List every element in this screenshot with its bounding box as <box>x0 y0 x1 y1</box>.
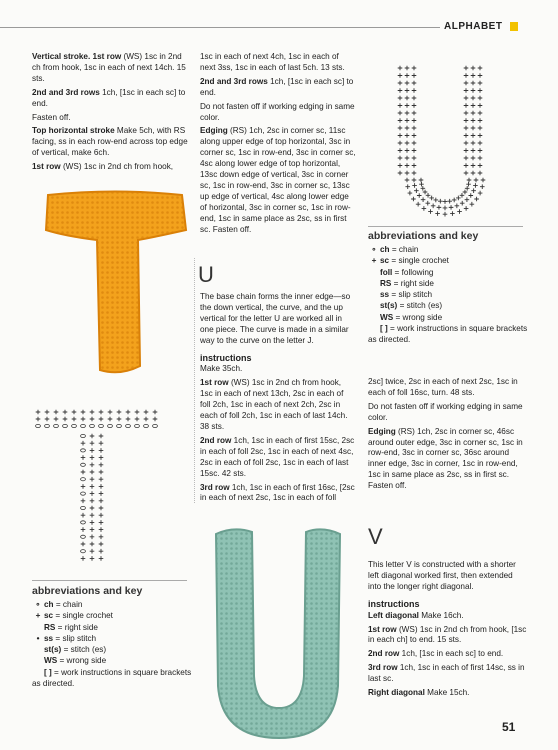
sc-symbol <box>81 470 86 475</box>
abbr-item: st(s) = stitch (es) <box>380 301 443 311</box>
sc-symbol <box>99 506 104 511</box>
sc-symbol <box>405 96 410 101</box>
sc-symbol <box>465 197 470 202</box>
sc-symbol <box>81 499 86 504</box>
letter-v-heading: V <box>368 524 383 549</box>
sc-symbol <box>465 186 470 191</box>
sc-symbol <box>99 463 104 468</box>
sc-symbol <box>464 163 469 168</box>
sc-symbol <box>90 535 95 540</box>
sc-symbol <box>117 410 122 415</box>
sc-symbol <box>412 81 417 86</box>
sc-symbol <box>99 491 104 496</box>
sc-symbol <box>90 448 95 453</box>
sc-symbol <box>412 96 417 101</box>
sc-symbol <box>464 148 469 153</box>
crocheted-letter-u-photo <box>214 526 344 741</box>
sc-symbol <box>463 190 468 195</box>
sc-symbol <box>464 96 469 101</box>
sc-symbol <box>72 417 77 422</box>
header-rule <box>0 27 440 28</box>
sc-symbol <box>99 470 104 475</box>
v-instructions: This letter V is constructed with a shorter left diagonal worked first, then extended into the longer right diagonal. instructions Left diagonal Make 16ch. 1st row (WS) 1sc in 2nd ch from hook, [1sc in each ch] to end. 15 sts. 2nd row 1ch, [1sc in each sc] to end. 3rd row 1ch, 1sc in each of first 14sc, ss in last sc. Right diagonal Make 15ch. <box>368 560 527 698</box>
sc-symbol <box>464 118 469 123</box>
sc-symbol <box>405 73 410 78</box>
sc-symbol <box>460 193 465 198</box>
sc-symbol <box>437 205 442 210</box>
sc-symbol <box>108 417 113 422</box>
sc-symbol <box>99 549 104 554</box>
sc-symbol <box>81 542 86 547</box>
chain-symbol <box>81 550 86 553</box>
sc-symbol <box>478 163 483 168</box>
t-abbr-rule <box>32 580 187 581</box>
sc-symbol <box>405 66 410 71</box>
sc-symbol <box>471 171 476 176</box>
sc-symbol <box>99 499 104 504</box>
sc-symbol <box>478 141 483 146</box>
sc-symbol <box>412 148 417 153</box>
sc-symbol <box>398 73 403 78</box>
sc-symbol <box>81 484 86 489</box>
chain-symbol <box>81 424 86 427</box>
sc-symbol <box>99 556 104 561</box>
sc-symbol <box>471 133 476 138</box>
sc-symbol <box>99 417 104 422</box>
sc-symbol <box>408 191 413 196</box>
sc-symbol <box>144 410 149 415</box>
sc-symbol <box>412 126 417 131</box>
sc-symbol <box>464 206 469 211</box>
sc-symbol <box>456 196 461 201</box>
sc-symbol <box>126 410 131 415</box>
sc-symbol <box>423 190 428 195</box>
sc-symbol <box>429 196 434 201</box>
sc-symbol <box>81 455 86 460</box>
section-header: ALPHABET <box>444 21 503 32</box>
sc-symbol <box>447 199 452 204</box>
sc-symbol <box>478 81 483 86</box>
sc-symbol <box>99 448 104 453</box>
stitch-symbol-icon: • <box>36 633 40 643</box>
chain-symbol <box>63 424 68 427</box>
sc-symbol <box>54 417 59 422</box>
chain-symbol <box>90 424 95 427</box>
sc-symbol <box>90 506 95 511</box>
abbr-item: + sc = single crochet <box>368 255 528 266</box>
chain-symbol <box>81 449 86 452</box>
chain-symbol <box>81 535 86 538</box>
sc-symbol <box>412 178 417 183</box>
sc-symbol <box>405 148 410 153</box>
sc-symbol <box>457 209 462 214</box>
sc-symbol <box>464 156 469 161</box>
sc-symbol <box>471 88 476 93</box>
sc-symbol <box>81 527 86 532</box>
sc-symbol <box>478 66 483 71</box>
sc-symbol <box>464 133 469 138</box>
t-abbr-title: abbreviations and key <box>32 585 143 597</box>
sc-symbol <box>471 156 476 161</box>
sc-symbol <box>426 193 431 198</box>
sc-symbol <box>471 118 476 123</box>
stitch-symbol-icon: ∘ <box>35 600 41 609</box>
sc-symbol <box>464 103 469 108</box>
u-abbreviations-key <box>368 230 528 346</box>
sc-symbol <box>412 111 417 116</box>
sc-symbol <box>478 171 483 176</box>
sc-symbol <box>108 410 113 415</box>
sc-symbol <box>99 455 104 460</box>
sc-symbol <box>422 206 427 211</box>
sc-symbol <box>412 66 417 71</box>
abbr-item: [ ] = work instructions in square brackets as directed. <box>368 324 528 345</box>
sc-symbol <box>411 197 416 202</box>
sc-symbol <box>417 193 422 198</box>
sc-symbol <box>471 148 476 153</box>
sc-symbol <box>90 499 95 504</box>
sc-symbol <box>398 96 403 101</box>
sc-symbol <box>416 202 421 207</box>
sc-symbol <box>54 410 59 415</box>
sc-symbol <box>471 126 476 131</box>
sc-symbol <box>90 542 95 547</box>
sc-symbol <box>464 111 469 116</box>
sc-symbol <box>135 410 140 415</box>
sc-symbol <box>144 417 149 422</box>
sc-symbol <box>99 527 104 532</box>
u-divider <box>194 258 195 503</box>
sc-symbol <box>478 118 483 123</box>
sc-symbol <box>405 141 410 146</box>
abbr-item: + sc = single crochet <box>32 610 192 621</box>
sc-symbol <box>398 133 403 138</box>
sc-symbol <box>90 549 95 554</box>
letter-u-heading: U <box>198 262 214 287</box>
sc-symbol <box>405 126 410 131</box>
sc-symbol <box>153 410 158 415</box>
sc-symbol <box>478 148 483 153</box>
sc-symbol <box>414 188 419 193</box>
sc-symbol <box>431 203 436 208</box>
abbr-item: • ss = slip stitch <box>32 633 192 644</box>
sc-symbol <box>464 126 469 131</box>
sc-symbol <box>90 527 95 532</box>
sc-symbol <box>449 205 454 210</box>
sc-symbol <box>412 156 417 161</box>
sc-symbol <box>90 441 95 446</box>
sc-symbol <box>99 484 104 489</box>
stitch-symbol-icon: + <box>35 611 41 621</box>
sc-symbol <box>398 81 403 86</box>
sc-symbol <box>421 197 426 202</box>
u-instructions-continued: 2sc] twice, 2sc in each of next 2sc, 1sc in each of foll 16sc, turn. 48 sts. Do not fasten off if working edging in same color. Edging (RS) 1ch, 2sc in corner sc, 46sc around outer edge, 3sc in corner sc, 1sc in row-end, 3sc in corner sc, 36sc around inner edge, 3sc in corner, 1sc in row-end, 1sc in same place as 2sc, ss in first sc. Fasten off. <box>368 377 523 491</box>
sc-symbol <box>412 141 417 146</box>
chain-symbol <box>81 478 86 481</box>
header-accent-block <box>510 22 518 31</box>
sc-symbol <box>421 186 426 191</box>
sc-symbol <box>478 103 483 108</box>
sc-symbol <box>90 463 95 468</box>
sc-symbol <box>478 191 483 196</box>
sc-symbol <box>425 201 430 206</box>
sc-symbol <box>405 81 410 86</box>
chain-symbol <box>36 424 41 427</box>
sc-symbol <box>36 417 41 422</box>
sc-symbol <box>464 88 469 93</box>
sc-symbol <box>474 197 479 202</box>
sc-symbol <box>90 410 95 415</box>
sc-symbol <box>478 88 483 93</box>
sc-symbol <box>412 103 417 108</box>
sc-symbol <box>36 410 41 415</box>
sc-symbol <box>405 88 410 93</box>
sc-symbol <box>405 111 410 116</box>
sc-symbol <box>478 133 483 138</box>
sc-symbol <box>405 184 410 189</box>
sc-symbol <box>99 410 104 415</box>
sc-symbol <box>90 556 95 561</box>
chain-symbol <box>81 506 86 509</box>
sc-symbol <box>412 183 417 188</box>
sc-symbol <box>81 441 86 446</box>
sc-symbol <box>99 520 104 525</box>
sc-symbol <box>478 111 483 116</box>
sc-symbol <box>398 148 403 153</box>
sc-symbol <box>480 184 485 189</box>
sc-symbol <box>450 211 455 216</box>
chain-symbol <box>45 424 50 427</box>
sc-symbol <box>466 182 471 187</box>
sc-symbol <box>478 156 483 161</box>
sc-symbol <box>398 141 403 146</box>
sc-symbol <box>464 171 469 176</box>
abbr-item: WS = wrong side <box>380 312 443 322</box>
chain-symbol <box>81 521 86 524</box>
sc-symbol <box>405 118 410 123</box>
sc-symbol <box>471 188 476 193</box>
sc-symbol <box>464 141 469 146</box>
abbr-item: foll = following <box>380 267 434 277</box>
chain-symbol <box>135 424 140 427</box>
sc-symbol <box>438 199 443 204</box>
sc-symbol <box>81 417 86 422</box>
sc-symbol <box>45 410 50 415</box>
sc-symbol <box>471 103 476 108</box>
sc-symbol <box>398 126 403 131</box>
chain-symbol <box>99 424 104 427</box>
sc-symbol <box>468 193 473 198</box>
sc-symbol <box>419 178 424 183</box>
t-instructions-col2: 1sc in each of next 4ch, 1sc in each of next 3ss, 1sc in each of last 5ch. 13 sts. 2nd and 3rd rows 1ch, [1sc in each sc] to end. Do not fasten off if working edging in same color. Edging (RS) 1ch, 2sc in corner sc, 11sc along upper edge of top horizontal, 3sc in corner sc, 1sc in row-end, 3sc in corner sc, 4sc along lower edge of top horizontal, 13sc down edge of vertical, 3sc in corner sc, 1sc in row-end, 3sc in corner sc, 13sc up edge of vertical, 4sc along lower edge of horizontal, 3sc in corner sc, 1sc in row-end, 1sc in same place as 2sc, ss in first sc. Fasten off. <box>200 52 356 234</box>
sc-symbol <box>398 118 403 123</box>
t-abbreviations-key <box>32 585 192 689</box>
sc-symbol <box>398 163 403 168</box>
sc-symbol <box>478 96 483 101</box>
abbr-item: WS = wrong side <box>44 656 107 666</box>
chain-symbol <box>153 424 158 427</box>
abbr-item: RS = right side <box>380 278 434 288</box>
chain-symbol <box>126 424 131 427</box>
sc-symbol <box>435 211 440 216</box>
stitch-symbol-icon: ∘ <box>371 245 377 254</box>
abbr-item: RS = right side <box>44 622 98 632</box>
sc-symbol <box>72 410 77 415</box>
sc-symbol <box>405 156 410 161</box>
abbr-item: [ ] = work instructions in square brackets as directed. <box>32 667 192 689</box>
sc-symbol <box>419 182 424 187</box>
abbr-item: ∘ ch = chain <box>32 599 192 610</box>
sc-symbol <box>90 470 95 475</box>
chain-symbol <box>144 424 149 427</box>
sc-symbol <box>81 513 86 518</box>
u-stitch-chart <box>388 56 508 226</box>
sc-symbol <box>99 542 104 547</box>
chain-symbol <box>81 434 86 437</box>
sc-symbol <box>405 103 410 108</box>
t-instructions-col1: Vertical stroke. 1st row (WS) 1sc in 2nd ch from hook, 1sc in each of next 14ch. 15 sts. 2nd and 3rd rows 1ch, [1sc in each sc] to end. Fasten off. Top horizontal stroke Make 5ch, with RS facing, ss in each row-end across top edge of vertical, make 6ch. 1st row (WS) 1sc in 2nd ch from hook, <box>32 52 188 172</box>
sc-symbol <box>99 513 104 518</box>
sc-symbol <box>99 477 104 482</box>
sc-symbol <box>464 73 469 78</box>
sc-symbol <box>45 417 50 422</box>
sc-symbol <box>471 73 476 78</box>
sc-symbol <box>471 96 476 101</box>
sc-symbol <box>412 133 417 138</box>
sc-symbol <box>464 81 469 86</box>
sc-symbol <box>405 178 410 183</box>
sc-symbol <box>473 183 478 188</box>
sc-symbol <box>81 410 86 415</box>
sc-symbol <box>63 410 68 415</box>
abbr-item: ss = slip stitch <box>380 290 433 300</box>
u-instructions: The base chain forms the inner edge—so the down vertical, the curve, and the up vertical for the letter U are worked all in one piece. The curve is made in a similar way to the curve on the letter J. instructions Make 35ch. 1st row (WS) 1sc in 2nd ch from hook, 1sc in each of next 13ch, 2sc in each of foll 2ch, 1sc in each of next 2ch, 2sc in each of foll 2ch, 1sc in each of last 14ch. 38 sts. 2nd row 1ch, 1sc in each of first 15sc, 2sc in each of foll 2sc, 1sc in each of next 4sc, 2sc in each of foll 2sc, 1sc in each of last 15sc. 42 sts. 3rd row 1ch, 1sc in each of first 16sc, [2sc in each of next 2sc, 1sc in each of foll <box>200 292 355 503</box>
sc-symbol <box>471 163 476 168</box>
sc-symbol <box>405 133 410 138</box>
sc-symbol <box>471 81 476 86</box>
sc-symbol <box>398 66 403 71</box>
sc-symbol <box>90 520 95 525</box>
sc-symbol <box>117 417 122 422</box>
sc-symbol <box>126 417 131 422</box>
sc-symbol <box>81 556 86 561</box>
sc-symbol <box>398 88 403 93</box>
sc-symbol <box>412 171 417 176</box>
sc-symbol <box>443 199 448 204</box>
sc-symbol <box>398 111 403 116</box>
sc-symbol <box>405 163 410 168</box>
sc-symbol <box>99 441 104 446</box>
u-abbr-rule <box>368 226 523 227</box>
chain-symbol <box>81 463 86 466</box>
sc-symbol <box>478 126 483 131</box>
sc-symbol <box>412 118 417 123</box>
sc-symbol <box>90 513 95 518</box>
t-stitch-chart <box>28 396 178 576</box>
sc-symbol <box>428 209 433 214</box>
sc-symbol <box>63 417 68 422</box>
sc-symbol <box>412 163 417 168</box>
sc-symbol <box>471 111 476 116</box>
chain-symbol <box>72 424 77 427</box>
stitch-symbol-icon: + <box>371 256 377 266</box>
sc-symbol <box>398 156 403 161</box>
sc-symbol <box>412 73 417 78</box>
sc-symbol <box>443 206 448 211</box>
sc-symbol <box>99 535 104 540</box>
page-number: 51 <box>502 720 516 734</box>
sc-symbol <box>398 171 403 176</box>
sc-symbol <box>478 73 483 78</box>
sc-symbol <box>481 178 486 183</box>
abbr-item: st(s) = stitch (es) <box>44 645 107 655</box>
sc-symbol <box>398 103 403 108</box>
sc-symbol <box>467 178 472 183</box>
sc-symbol <box>90 477 95 482</box>
sc-symbol <box>90 484 95 489</box>
u-abbr-title: abbreviations and key <box>368 230 479 242</box>
sc-symbol <box>90 455 95 460</box>
sc-symbol <box>471 141 476 146</box>
sc-symbol <box>90 417 95 422</box>
chain-symbol <box>81 492 86 495</box>
sc-symbol <box>460 201 465 206</box>
sc-symbol <box>135 417 140 422</box>
chain-symbol <box>108 424 113 427</box>
sc-symbol <box>471 66 476 71</box>
sc-symbol <box>443 212 448 217</box>
sc-symbol <box>405 171 410 176</box>
abbr-item: ∘ ch = chain <box>368 244 528 255</box>
crocheted-letter-t-photo <box>40 190 190 380</box>
sc-symbol <box>90 491 95 496</box>
sc-symbol <box>412 88 417 93</box>
sc-symbol <box>455 203 460 208</box>
sc-symbol <box>153 417 158 422</box>
sc-symbol <box>434 198 439 203</box>
sc-symbol <box>452 198 457 203</box>
sc-symbol <box>470 202 475 207</box>
sc-symbol <box>464 66 469 71</box>
sc-symbol <box>474 178 479 183</box>
sc-symbol <box>99 434 104 439</box>
chain-symbol <box>54 424 59 427</box>
sc-symbol <box>90 434 95 439</box>
chain-symbol <box>117 424 122 427</box>
